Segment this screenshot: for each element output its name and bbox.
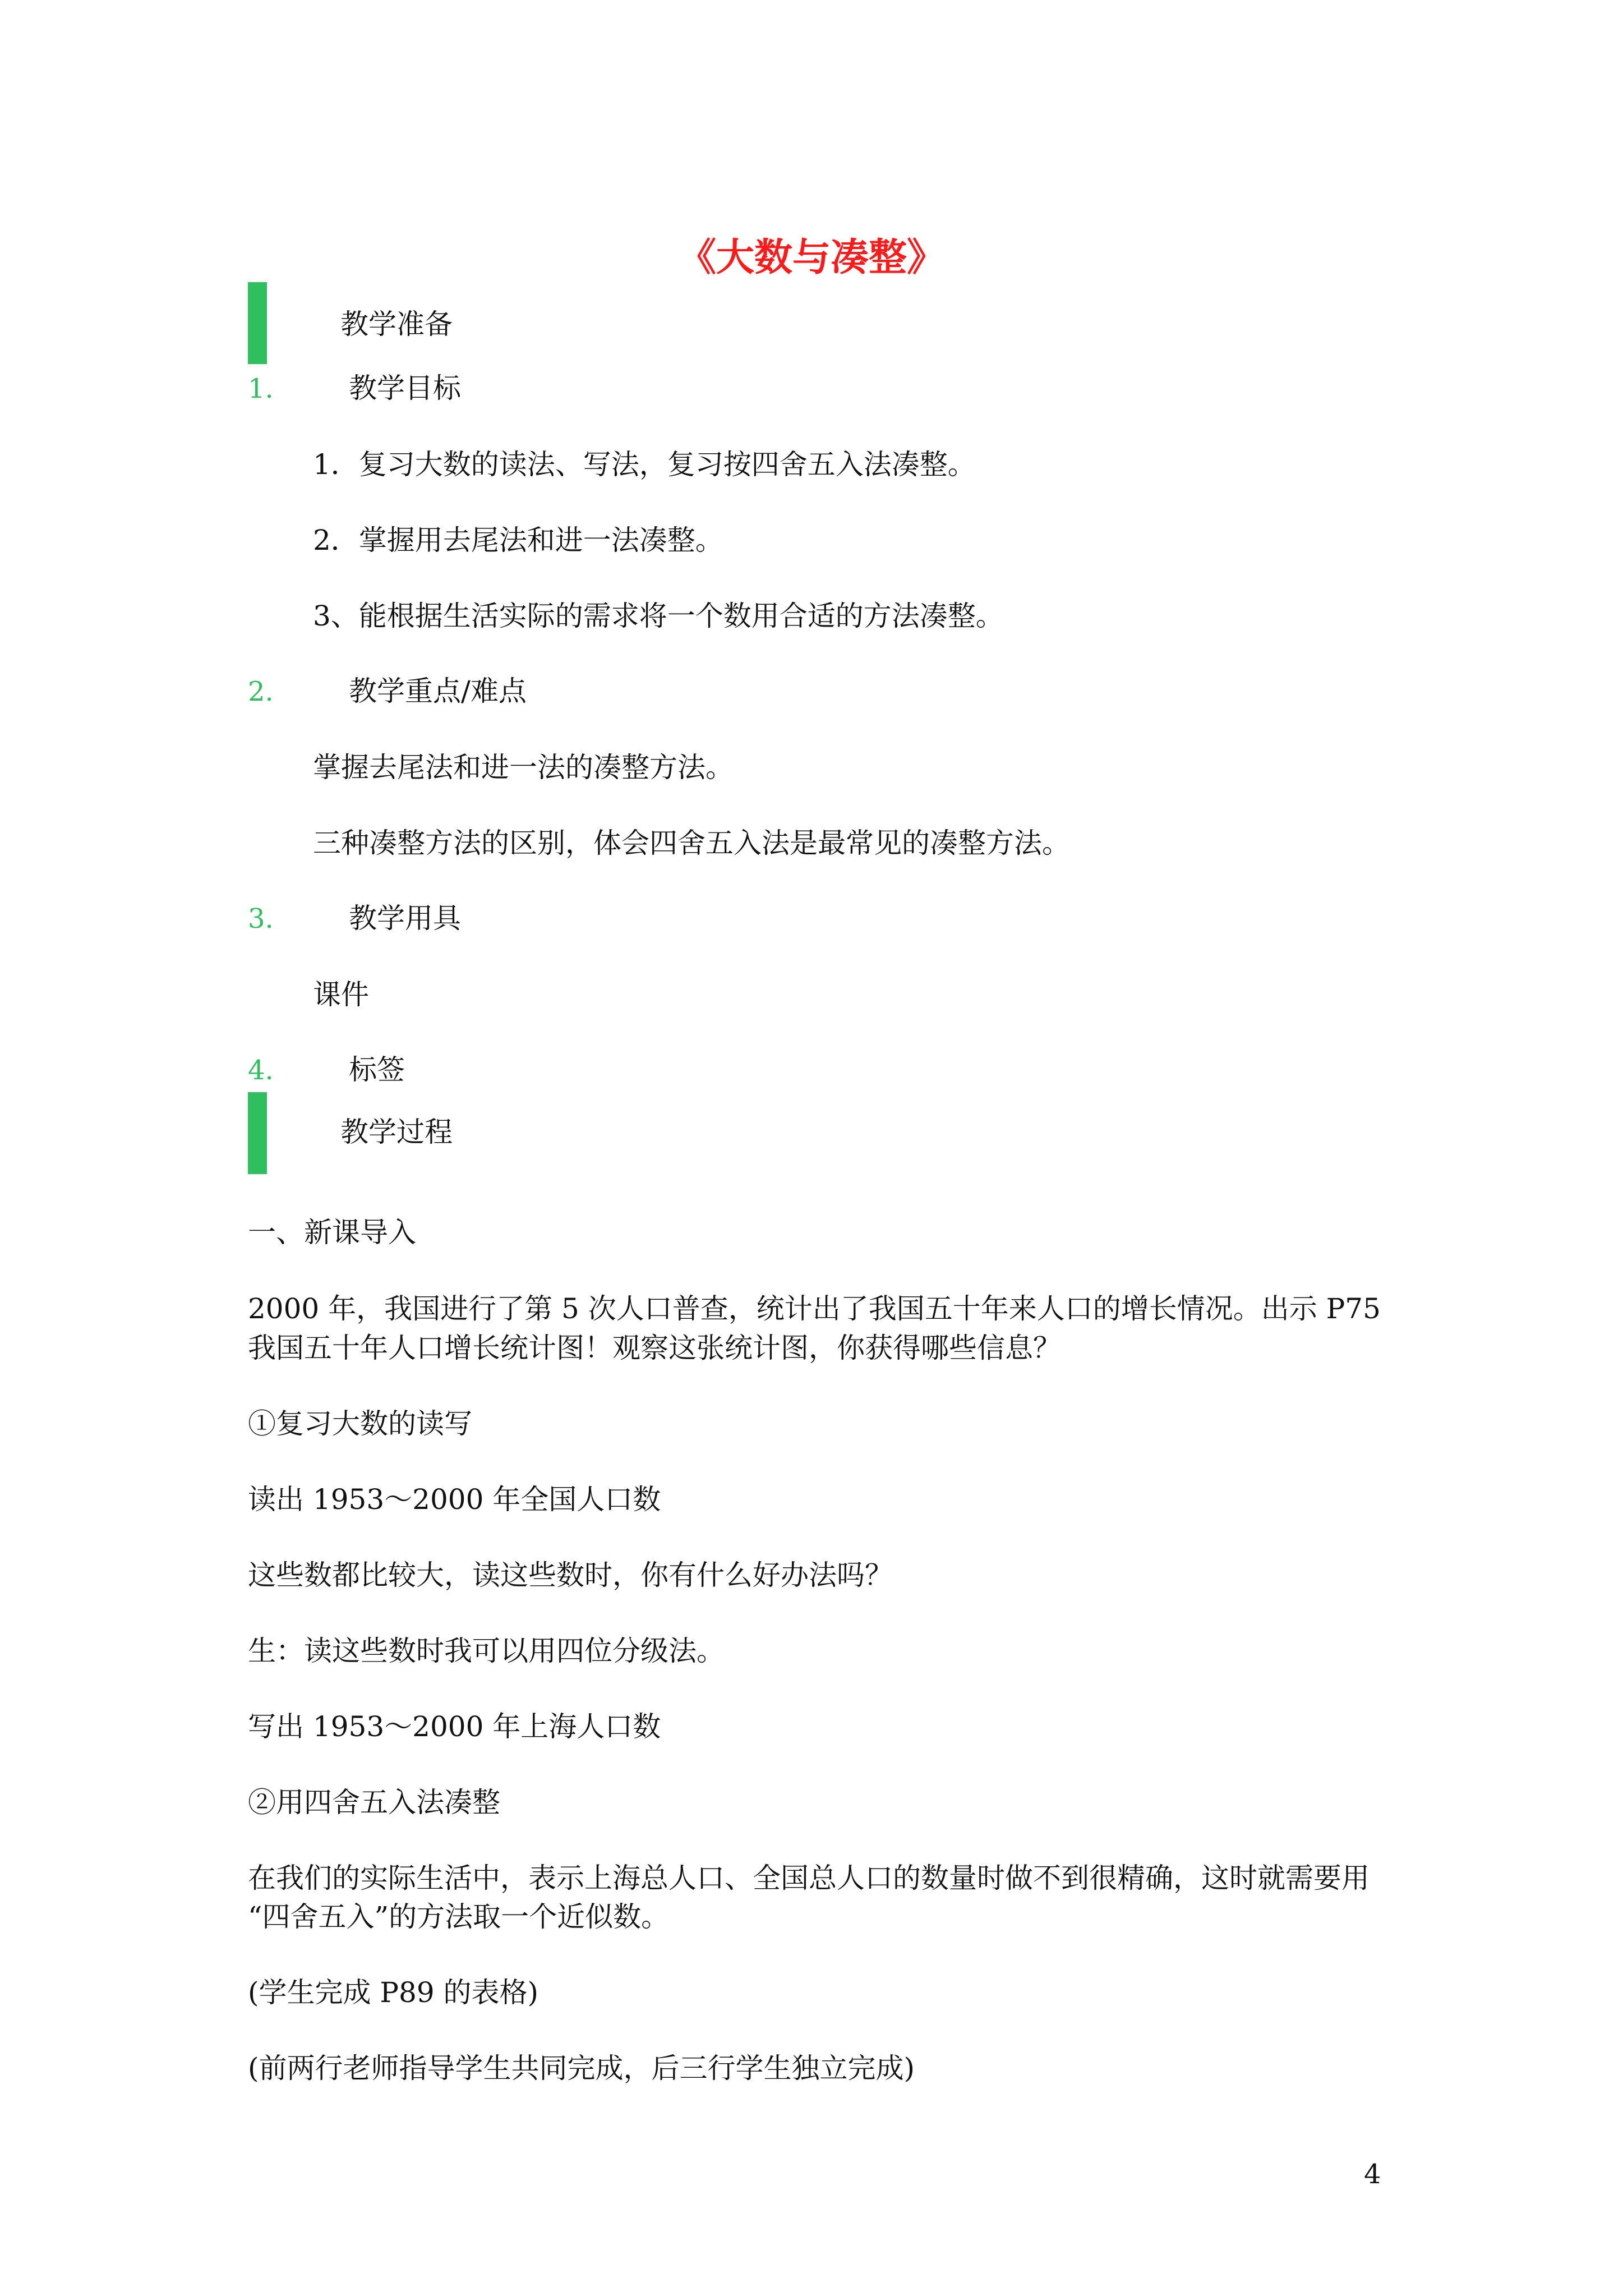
keypoint-line: 掌握去尾法和进一法的凑整方法。 [313,751,734,784]
body-line: 我国五十年人口增长统计图！观察这张统计图，你获得哪些信息？ [248,1332,1061,1364]
goal-line: 2．掌握用去尾法和进一法凑整。 [313,524,723,556]
item-label-keypoints: 教学重点/难点 [349,675,527,707]
item-number: 2. [248,676,274,707]
keypoint-line: 三种凑整方法的区别，体会四舍五入法是最常见的凑整方法。 [313,827,1070,859]
body-line: 这些数都比较大，读这些数时，你有什么好办法吗？ [248,1559,893,1591]
body-line: (前两行老师指导学生共同完成，后三行学生独立完成) [248,2052,915,2085]
body-line: 一、新课导入 [248,1216,416,1249]
body-line: 2000 年，我国进行了第 5 次人口普查，统计出了我国五十年来人口的增长情况。出示 P75 [248,1292,1381,1325]
section-heading-process: 教学过程 [340,1116,453,1148]
section-heading-prep: 教学准备 [340,308,453,341]
tools-text: 课件 [313,978,369,1011]
body-line: ②用四舍五入法凑整 [248,1786,500,1819]
section-marker-bar [248,1092,267,1174]
goal-line: 1．复习大数的读法、写法，复习按四舍五入法凑整。 [313,448,976,481]
body-line: 生：读这些数时我可以用四位分级法。 [248,1635,725,1667]
body-line: 写出 1953～2000 年上海人口数 [248,1710,661,1743]
item-label-goals: 教学目标 [349,372,461,404]
item-label-tags: 标签 [349,1053,405,1086]
page-number: 4 [1364,2159,1381,2190]
body-line: 读出 1953～2000 年全国人口数 [248,1483,661,1516]
item-label-tools: 教学用具 [349,902,461,935]
body-line: 在我们的实际生活中，表示上海总人口、全国总人口的数量时做不到很精确，这时就需要用 [248,1862,1370,1894]
body-line: “四舍五入”的方法取一个近似数。 [248,1901,670,1933]
goal-line: 3、能根据生活实际的需求将一个数用合适的方法凑整。 [313,600,1004,632]
item-number: 4. [248,1055,274,1086]
document-title: 《大数与凑整》 [677,235,945,280]
item-number: 3. [248,903,274,935]
body-line: ①复习大数的读写 [248,1407,472,1440]
item-number: 1. [248,373,274,404]
body-line: (学生完成 P89 的表格) [248,1976,539,2009]
section-marker-bar [248,282,267,364]
